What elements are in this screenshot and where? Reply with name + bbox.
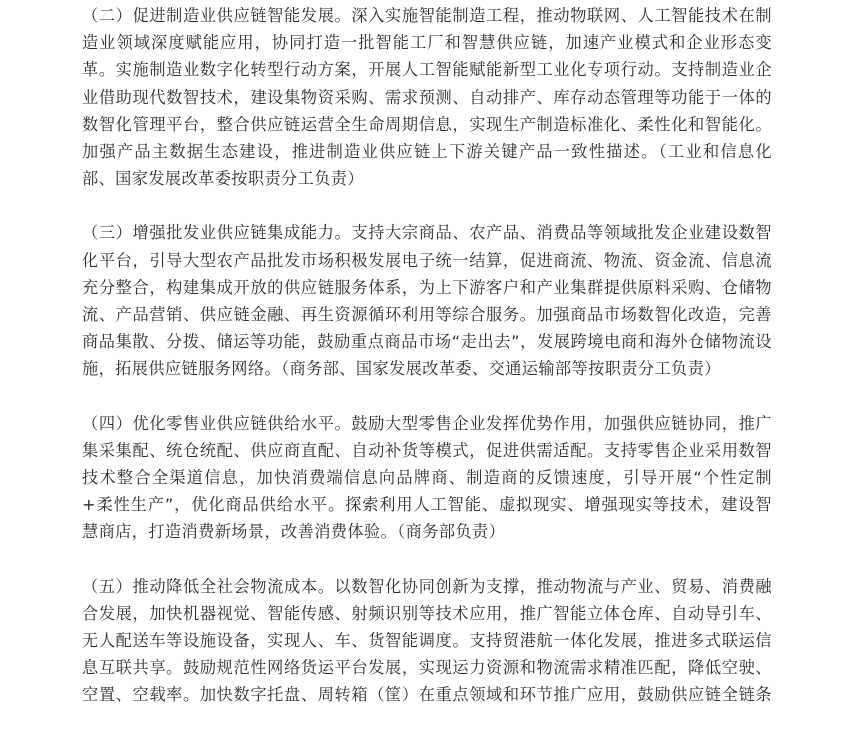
paragraph-spacer <box>82 546 772 573</box>
text-line: 集采集配、统仓统配、供应商直配、自动补货等模式，促进供需适配。支持零售企业采用数智 <box>82 440 772 460</box>
text-line: （五）推动降低全社会物流成本。以数智化协同创新为支撑，推动物流与产业、贸易、消费融 <box>82 576 772 596</box>
text-line: 流、产品营销、供应链金融、再生资源循环利用等综合服务。加强商品市场数智化改造，完善 <box>82 305 772 325</box>
paragraph-spacer <box>82 383 772 410</box>
text-line: 化平台，引导大型农产品批发市场积极发展电子统一结算，促进商流、物流、资金流、信息流 <box>82 250 772 270</box>
text-line: 技术整合全渠道信息，加快消费端信息向品牌商、制造商的反馈速度，引导开展“个性定制 <box>82 468 772 488</box>
text-line: （二）促进制造业供应链智能发展。深入实施智能制造工程，推动物联网、人工智能技术在制 <box>82 6 772 25</box>
text-line: （三）增强批发业供应链集成能力。支持大宗商品、农产品、消费品等领域批发企业建设数智 <box>82 223 772 243</box>
text-line: 商品集散、分拨、储运等功能，鼓励重点商品市场“走出去”，发展跨境电商和海外仓储物流设 <box>82 332 772 352</box>
text-line: 息互联共享。鼓励规范性网络货运平台发展，实现运力资源和物流需求精准匹配，降低空驶、 <box>82 658 772 678</box>
text-line: 部、国家发展改革委按职责分工负责） <box>82 169 364 189</box>
text-line: 革。实施制造业数字化转型行动方案，开展人工智能赋能新型工业化专项行动。支持制造业企 <box>82 60 772 80</box>
paragraph-manufacturing-supply-chain <box>82 2 772 192</box>
text-line: 业借助现代数智技术，建设集物资采购、需求预测、自动排产、库存动态管理等功能于一体的 <box>82 87 772 107</box>
document-body <box>82 2 772 709</box>
text-line: 慧商店，打造消费新场景，改善消费体验。（商务部负责） <box>82 522 506 542</box>
paragraph-logistics-cost <box>82 573 772 709</box>
text-line: 数智化管理平台，整合供应链运营全生命周期信息，实现生产制造标准化、柔性化和智能化。 <box>82 114 772 134</box>
text-line: 加强产品主数据生态建设，推进制造业供应链上下游关键产品一致性描述。（工业和信息化 <box>82 142 772 162</box>
text-line: 充分整合，构建集成开放的供应链服务体系，为上下游客户和产业集群提供原料采购、仓储物 <box>82 277 772 297</box>
text-line: 造业领域深度赋能应用，协同打造一批智能工厂和智慧供应链，加速产业模式和企业形态变 <box>82 33 772 53</box>
text-line: （四）优化零售业供应链供给水平。鼓励大型零售企业发挥优势作用，加强供应链协同，推广 <box>82 413 772 433</box>
text-line: +柔性生产”，优化商品供给水平。探索利用人工智能、虚拟现实、增强现实等技术，建设智 <box>82 495 772 515</box>
text-line: 无人配送车等设施设备，实现人、车、货智能调度。支持贸港航一体化发展，推进多式联运信 <box>82 631 772 651</box>
text-line: 施，拓展供应链服务网络。（商务部、国家发展改革委、交通运输部等按职责分工负责） <box>82 359 721 379</box>
text-line: 合发展，加快机器视觉、智能传感、射频识别等技术应用，推广智能立体仓库、自动导引车、 <box>82 603 772 623</box>
paragraph-retail-supply-chain <box>82 410 772 546</box>
text-line: 空置、空载率。加快数字托盘、周转箱（筐）在重点领域和环节推广应用，鼓励供应链全链条 <box>82 685 772 705</box>
paragraph-spacer <box>82 192 772 219</box>
paragraph-wholesale-supply-chain <box>82 219 772 382</box>
